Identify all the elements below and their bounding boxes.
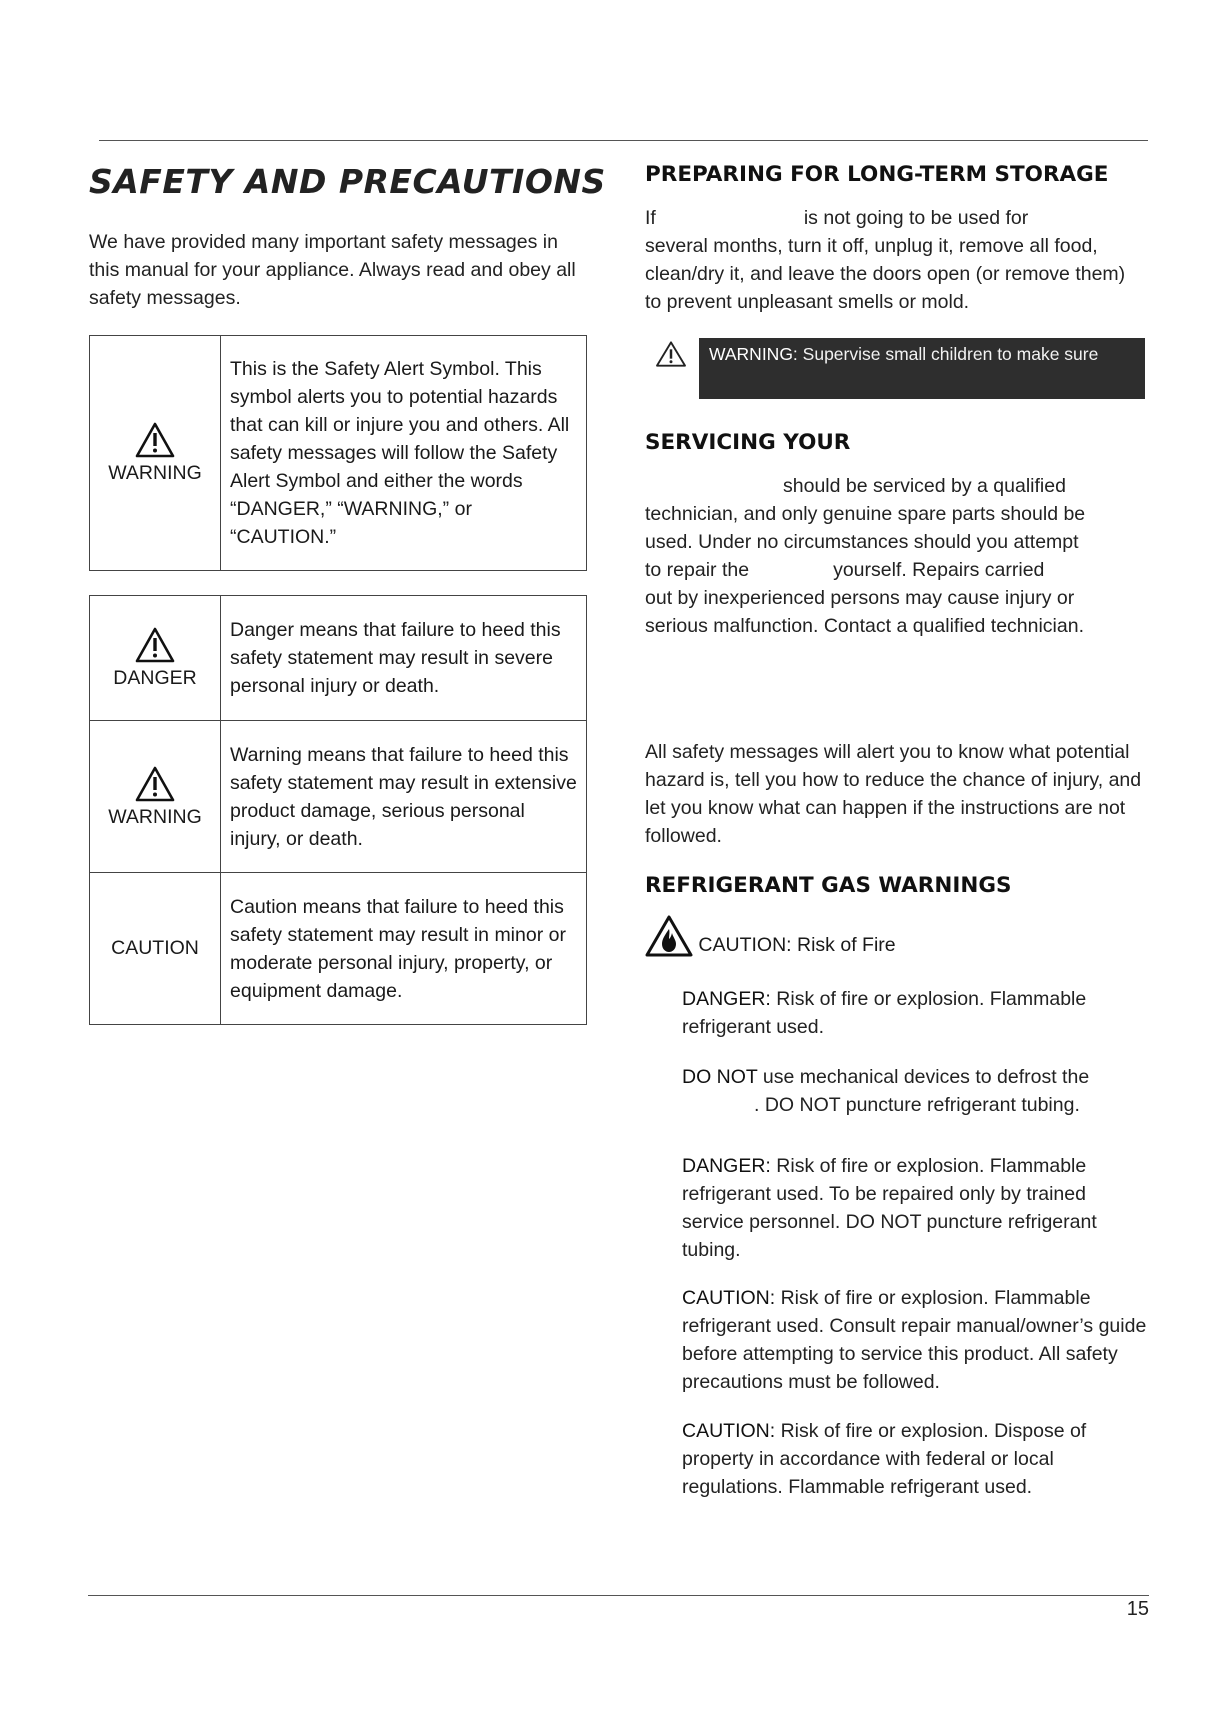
warning-triangle-icon	[655, 340, 687, 368]
top-rule	[99, 140, 1148, 141]
item-keyword: DO NOT	[682, 1066, 758, 1088]
warning-label-cell	[90, 721, 221, 873]
servicing-line6: serious malfunction. Contact a qualified technician.	[645, 615, 1084, 637]
refrigerant-item-1	[682, 985, 1152, 1041]
caution-risk-text: Risk of Fire	[797, 934, 896, 956]
item-text: use mechanical devices to defrost the	[762, 1066, 1090, 1088]
refrigerant-item-2-cont	[754, 1091, 1154, 1119]
servicing-line1-text: should be serviced by a qualified	[783, 475, 1066, 497]
warning-triangle-icon	[135, 765, 175, 803]
fire-caution-row	[645, 915, 896, 959]
item-keyword: DANGER:	[682, 988, 771, 1010]
alert-label: WARNING	[108, 462, 202, 484]
item-text: Risk of fire or explosion. Dispose of property in accordance with federal or local regulations. Flammable refrigerant used.	[682, 1420, 1087, 1498]
page-title: SAFETY AND PRECAUTIONS	[89, 162, 606, 201]
danger-label-cell	[90, 596, 221, 721]
supervise-children-warning	[699, 338, 1145, 399]
page-number: 15	[1126, 1598, 1149, 1620]
storage-line1	[645, 204, 1145, 232]
servicing-line4-start: to repair the	[645, 559, 750, 581]
servicing-heading: SERVICING YOUR	[645, 430, 851, 455]
bottom-rule	[88, 1595, 1149, 1596]
warning-triangle-icon	[135, 421, 175, 459]
caution-keyword: CAUTION:	[698, 934, 792, 956]
item-text: . DO NOT puncture refrigerant tubing.	[754, 1094, 1080, 1116]
storage-line1-start: If	[645, 207, 656, 229]
storage-rest: several months, turn it off, unplug it, remove all food, clean/dry it, and leave the doors open (or remove them) to prevent unpleasant smells or mold.	[645, 235, 1126, 313]
servicing-line4-end: yourself. Repairs carried	[833, 559, 1045, 581]
servicing-line3: used. Under no circumstances should you attempt	[645, 531, 1079, 553]
caution-label-cell	[90, 873, 221, 1025]
item-text: Risk of fire or explosion. Flammable refrigerant used. Consult repair manual/owner’s guide before attempting to service this product. All safety precautions must be followed.	[682, 1287, 1147, 1393]
storage-line1-end: is not going to be used for	[803, 207, 1029, 229]
danger-label: DANGER	[113, 667, 197, 689]
refrigerant-heading: REFRIGERANT GAS WARNINGS	[645, 873, 1012, 898]
warning-description: Warning means that failure to heed this safety statement may result in extensive product damage, serious personal injury, or death.	[221, 721, 587, 873]
warning-text: Supervise small children to make sure	[802, 344, 1099, 364]
warning-keyword: WARNING:	[709, 344, 798, 364]
storage-heading: PREPARING FOR LONG-TERM STORAGE	[645, 162, 1109, 187]
refrigerant-item-3	[682, 1152, 1152, 1264]
signal-words-table	[89, 595, 587, 1025]
refrigerant-item-4	[682, 1284, 1152, 1396]
caution-description: Caution means that failure to heed this safety statement may result in minor or moderate personal injury, property, or equipment damage.	[221, 873, 587, 1025]
item-keyword: CAUTION:	[682, 1287, 776, 1309]
fire-hazard-icon	[645, 915, 693, 957]
item-text: Risk of fire or explosion. Flammable refrigerant used. To be repaired only by trained service personnel. DO NOT puncture refrigerant tubing.	[682, 1155, 1097, 1261]
storage-text	[645, 204, 1145, 316]
safety-messages-text: All safety messages will alert you to know what potential hazard is, tell you how to reduce the chance of injury, and let you know what can happen if the instructions are not followed.	[645, 741, 1142, 847]
servicing-text	[645, 472, 1155, 640]
item-keyword: DANGER:	[682, 1155, 771, 1177]
servicing-line2: technician, and only genuine spare parts should be	[645, 503, 1086, 525]
caution-label: CAUTION	[111, 937, 199, 959]
servicing-line4	[645, 556, 1155, 584]
alert-symbol-cell	[90, 336, 221, 571]
item-keyword: CAUTION:	[682, 1420, 776, 1442]
refrigerant-item-5	[682, 1417, 1152, 1501]
item-text: Risk of fire or explosion. Flammable refrigerant used.	[682, 988, 1087, 1038]
refrigerant-item-2	[682, 1063, 1152, 1091]
alert-symbol-table	[89, 335, 587, 571]
intro-text: We have provided many important safety messages in this manual for your appliance. Always read and obey all safety messages.	[89, 231, 576, 309]
servicing-line5: out by inexperienced persons may cause injury or	[645, 587, 1075, 609]
warning-triangle-icon	[135, 626, 175, 664]
alert-description: This is the Safety Alert Symbol. This symbol alerts you to potential hazards that can kill or injure you and others. All safety messages will follow the Safety Alert Symbol and either the words “DANGER,” “WARNING,” or “CAUTION.”	[221, 336, 587, 571]
warning-label: WARNING	[108, 805, 202, 828]
servicing-line1	[645, 472, 1155, 500]
danger-description: Danger means that failure to heed this safety statement may result in severe personal injury or death.	[221, 596, 587, 721]
